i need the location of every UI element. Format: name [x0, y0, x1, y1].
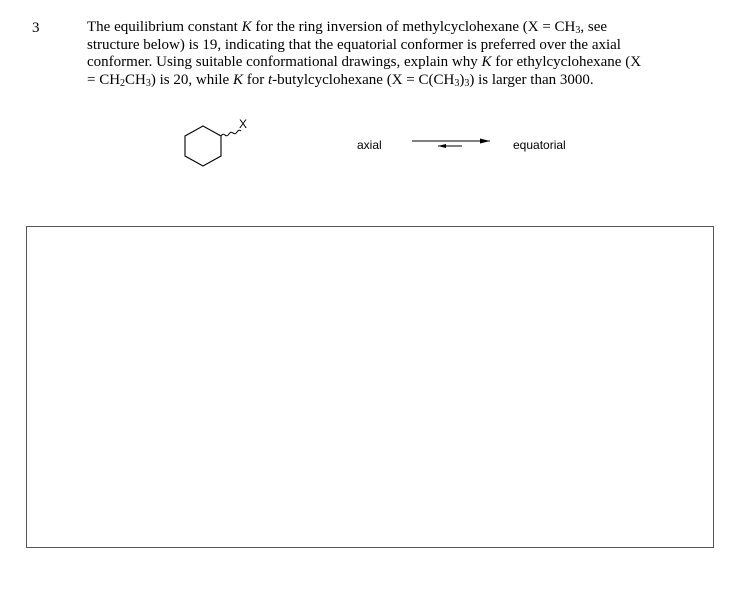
cyclohexane-ring: [185, 126, 221, 166]
equatorial-label: equatorial: [513, 138, 566, 152]
question-text: [87, 19, 717, 89]
cyclohexane-structure: [178, 112, 268, 174]
question-line-4: = $CH_2CH_3$) is 20, while K for t-butylcyclohexane $(X = C(CH_3)_3)$ is larger than 3000.: [87, 71, 594, 89]
question-line-1: The equilibrium constant K for the ring inversion of methylcyclohexane ($X = CH_3$, see: [87, 19, 608, 36]
substituent-x-label: X: [239, 117, 248, 131]
question-line-2: structure below) is 19, indicating that the equatorial conformer is preferred over the axial: [87, 36, 621, 53]
wavy-bond: [221, 130, 241, 136]
axial-label: axial: [357, 138, 382, 152]
equilibrium-arrows: [410, 136, 492, 150]
question-number: 3: [32, 20, 40, 36]
answer-box[interactable]: [26, 226, 714, 548]
question-line-3: conformer. Using suitable conformational drawings, explain why K for ethylcyclohexane (X: [87, 54, 642, 70]
